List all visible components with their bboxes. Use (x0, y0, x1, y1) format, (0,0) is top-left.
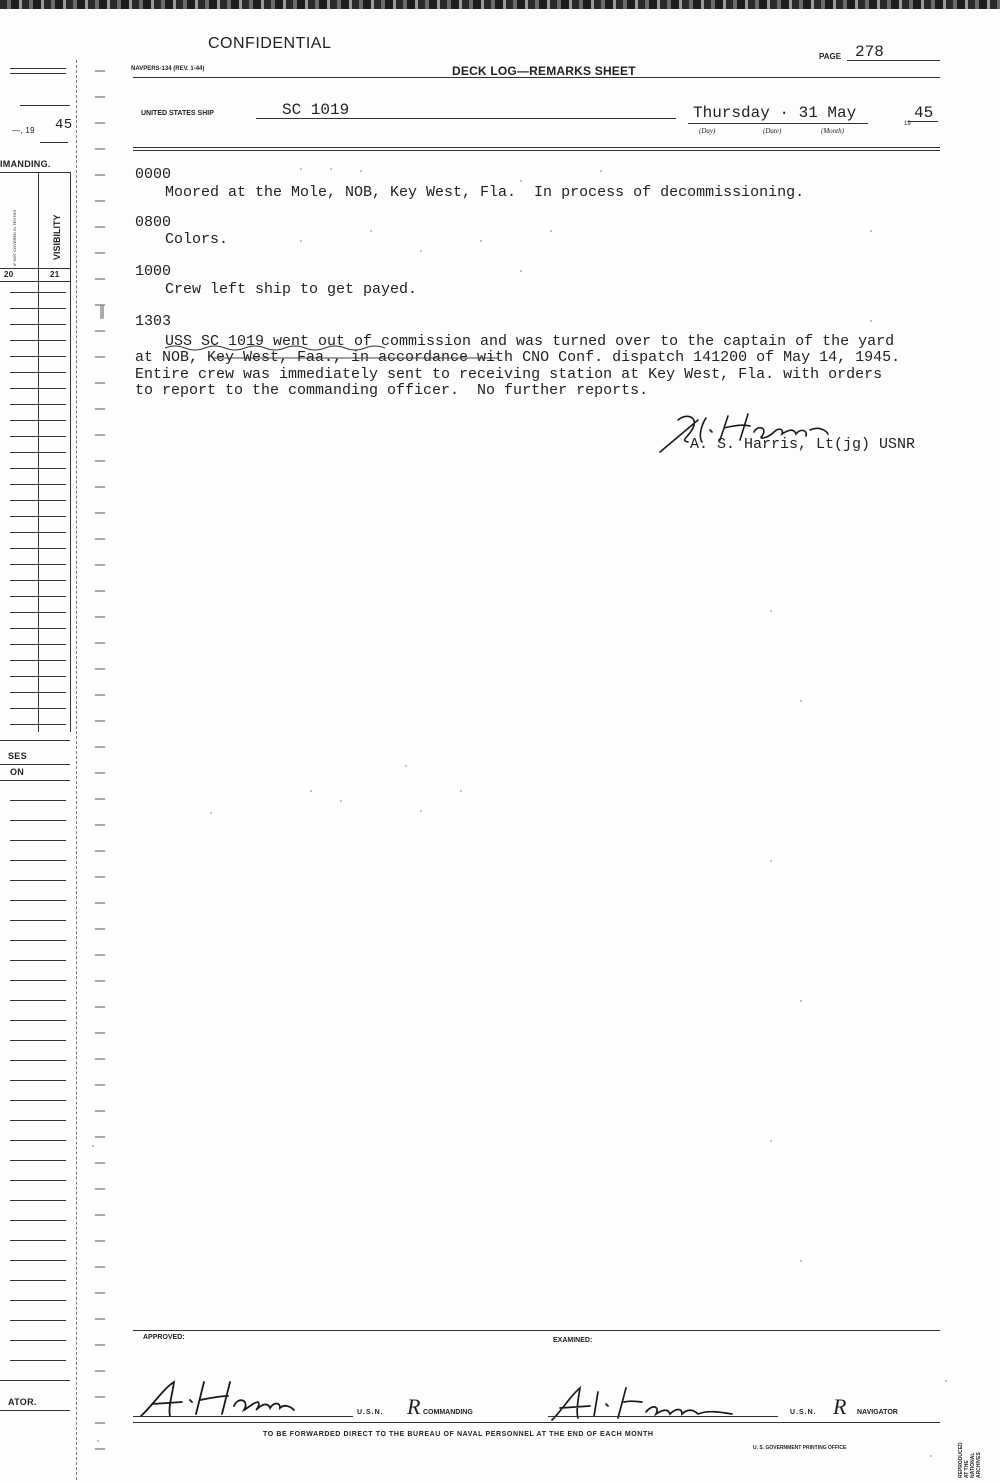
forwarding-instruction: TO BE FORWARDED DIRECT TO THE BUREAU OF NAVAL PERSONNEL AT THE END OF EACH MONTH (263, 1431, 654, 1438)
scan-top-edge (0, 0, 1000, 9)
stub-rule (10, 920, 66, 921)
stub-rule (10, 660, 66, 661)
scan-speck (520, 270, 522, 272)
rank-mark: R (407, 1394, 421, 1419)
log-date-line (688, 123, 868, 124)
perforation-marks (95, 60, 105, 1470)
stub-rule (10, 388, 66, 389)
scan-speck (420, 810, 422, 812)
stub-rule (10, 860, 66, 861)
scan-speck (550, 230, 552, 232)
stub-rule (10, 960, 66, 961)
header-double-rule (133, 147, 940, 151)
day-sub-label: (Day) (699, 127, 716, 135)
stub-rule (10, 500, 66, 501)
scan-speck (520, 180, 522, 182)
stub-edge (76, 60, 77, 1480)
approval-rule (133, 1330, 940, 1331)
entry-time: 1000 (135, 263, 172, 280)
navigator-label: NAVIGATOR (857, 1409, 898, 1416)
scan-speck (800, 1000, 802, 1002)
commanding-label: COMMANDING (423, 1409, 473, 1416)
wavy-underline-mark (165, 344, 395, 352)
stub-rule (0, 1410, 70, 1411)
stub-ges: SES (8, 751, 27, 761)
scan-speck (360, 170, 362, 172)
entry-text: Crew left ship to get payed. (165, 281, 418, 298)
stub-rule (10, 840, 66, 841)
stub-rule (10, 452, 66, 453)
stub-rule (10, 308, 66, 309)
stub-year-value: 45 (55, 117, 73, 133)
scan-speck (420, 250, 422, 252)
entry-text: to report to the commanding officer. No further reports. (135, 382, 649, 399)
stub-rule (10, 1020, 66, 1021)
approved-label: APPROVED: (143, 1334, 185, 1341)
stub-rule (10, 1240, 66, 1241)
stub-rule (10, 980, 66, 981)
entry-text: Moored at the Mole, NOB, Key West, Fla. In process of decommissioning. (165, 184, 805, 201)
sheet-title: DECK LOG—REMARKS SHEET (452, 64, 636, 78)
stub-rule (10, 1180, 66, 1181)
stub-rule (10, 356, 66, 357)
form-code: NAVPERS-134 (REV. 1-44) (131, 66, 205, 72)
stub-rule (40, 142, 68, 143)
ship-label: UNITED STATES SHIP (141, 110, 214, 117)
stub-rule (10, 324, 66, 325)
rank-mark: R (833, 1394, 847, 1419)
stub-rule (10, 820, 66, 821)
stub-rule (10, 1320, 66, 1321)
stub-rule (10, 468, 66, 469)
stub-rule (10, 1300, 66, 1301)
stub-rule (10, 940, 66, 941)
entry-text: Colors. (165, 231, 229, 248)
scan-speck (97, 1440, 99, 1442)
stub-rule (10, 292, 66, 293)
scan-speck (310, 790, 312, 792)
stub-ator: ATOR. (8, 1397, 37, 1407)
usn-label: U.S.N. (357, 1409, 384, 1416)
scan-speck (405, 765, 407, 767)
scan-speck (770, 610, 772, 612)
stub-rule (10, 1360, 66, 1361)
stub-rule (10, 644, 66, 645)
classification-heading: CONFIDENTIAL (208, 35, 332, 52)
signer-name: A. S. Harris, Lt(jg) USNR (690, 436, 916, 453)
scan-speck (945, 1380, 947, 1382)
stub-on: ON (10, 767, 25, 777)
strikethrough-mark (213, 355, 503, 361)
stub-rule (10, 708, 66, 709)
entry-text: Entire crew was immediately sent to receiving station at Key West, Fla. with orders (135, 366, 883, 383)
year-line (908, 121, 938, 122)
entry-text: USS SC 1019 went out of commission and was turned over to the captain of the yard (165, 333, 895, 350)
stub-rule (10, 1260, 66, 1261)
stub-rule (0, 172, 70, 173)
stub-rule (10, 580, 66, 581)
stub-rule (0, 268, 70, 269)
stub-rule (10, 900, 66, 901)
scan-speck (600, 170, 602, 172)
stub-rule (10, 1040, 66, 1041)
page-number-line (847, 60, 940, 61)
usn-label: U.S.N. (790, 1409, 817, 1416)
month-sub-label: (Month) (821, 127, 844, 135)
footer-rule (133, 1422, 940, 1423)
stub-rule (10, 516, 66, 517)
stub-rule (10, 628, 66, 629)
stub-rule (10, 1280, 66, 1281)
left-page-stub (0, 60, 100, 1483)
commanding-signature-line (133, 1416, 353, 1417)
stub-rule (10, 564, 66, 565)
stub-rule (10, 548, 66, 549)
printing-office-mark: U. S. GOVERNMENT PRINTING OFFICE (753, 1445, 847, 1451)
scan-speck (770, 1140, 772, 1142)
archives-stamp: REPRODUCED AT THE NATIONAL ARCHIVES (958, 1442, 982, 1478)
stub-visibility: VISIBILITY (52, 214, 62, 260)
stub-rule (0, 780, 70, 781)
page-label: PAGE (819, 52, 842, 61)
date-sub-label: (Date) (763, 127, 782, 135)
scan-speck (370, 230, 372, 232)
stub-rule (0, 281, 70, 282)
year-prefix: 19 (904, 121, 911, 127)
scan-speck (210, 812, 212, 814)
stub-commanding: IMANDING. (0, 159, 51, 169)
stub-rule (10, 340, 66, 341)
scan-speck (930, 1455, 932, 1457)
stub-rule (10, 404, 66, 405)
stub-rule (10, 1060, 66, 1061)
stub-column-note: IF NOT COVERED IN TENTHS (12, 209, 17, 266)
stub-rule (10, 1120, 66, 1121)
stub-year-prefix: —, 19 (12, 126, 35, 135)
entry-time: 0000 (135, 166, 172, 183)
stub-rule (20, 105, 70, 106)
stub-rule (10, 676, 66, 677)
stub-rule (10, 532, 66, 533)
scan-speck (870, 230, 872, 232)
navigator-signature-line (548, 1416, 778, 1417)
stub-rule (10, 612, 66, 613)
header-rule (133, 77, 940, 78)
stub-rule (10, 1200, 66, 1201)
stub-rule (10, 68, 66, 69)
stub-rule (10, 1220, 66, 1221)
scan-speck (460, 790, 462, 792)
stub-col-b: 21 (50, 270, 60, 279)
stub-rule (0, 1380, 70, 1381)
stub-rule (10, 73, 66, 74)
scan-speck (800, 1260, 802, 1262)
commanding-officer-signature (138, 1378, 303, 1420)
scan-speck (340, 800, 342, 802)
stub-col-a: 20 (4, 270, 14, 279)
entry-time: 0800 (135, 214, 172, 231)
scan-speck (330, 168, 332, 170)
stub-rule (10, 596, 66, 597)
stub-rule (10, 880, 66, 881)
scan-speck (800, 700, 802, 702)
entry-text: at NOB, Key West, Faa., in accordance with CNO Conf. dispatch 141200 of May 14, 1945. (135, 349, 901, 366)
scan-speck (300, 168, 302, 170)
scan-speck (480, 240, 482, 242)
entry-time: 1303 (135, 313, 172, 330)
stub-column-divider (70, 172, 71, 732)
stub-rule (0, 764, 70, 765)
scan-speck (92, 1145, 94, 1147)
scan-speck (100, 305, 104, 319)
stub-rule (10, 436, 66, 437)
year-value: 45 (914, 104, 934, 122)
stub-rule (10, 1160, 66, 1161)
ship-name: SC 1019 (282, 101, 350, 119)
examined-label: EXAMINED: (553, 1337, 593, 1344)
stub-rule (10, 1140, 66, 1141)
stub-rule (10, 372, 66, 373)
scan-speck (870, 320, 872, 322)
stub-rule (10, 692, 66, 693)
stub-rule (10, 724, 66, 725)
stub-rule (10, 1080, 66, 1081)
scan-speck (300, 240, 302, 242)
stub-rule (10, 1100, 66, 1101)
log-date: Thursday · 31 May (693, 104, 857, 122)
stub-rule (10, 1340, 66, 1341)
stub-rule (10, 420, 66, 421)
stub-rule (10, 1000, 66, 1001)
stub-rule (10, 800, 66, 801)
page-number: 278 (855, 43, 884, 61)
scan-speck (770, 860, 772, 862)
ship-name-line (256, 118, 676, 119)
stub-rule (10, 484, 66, 485)
stub-rule (0, 740, 70, 741)
